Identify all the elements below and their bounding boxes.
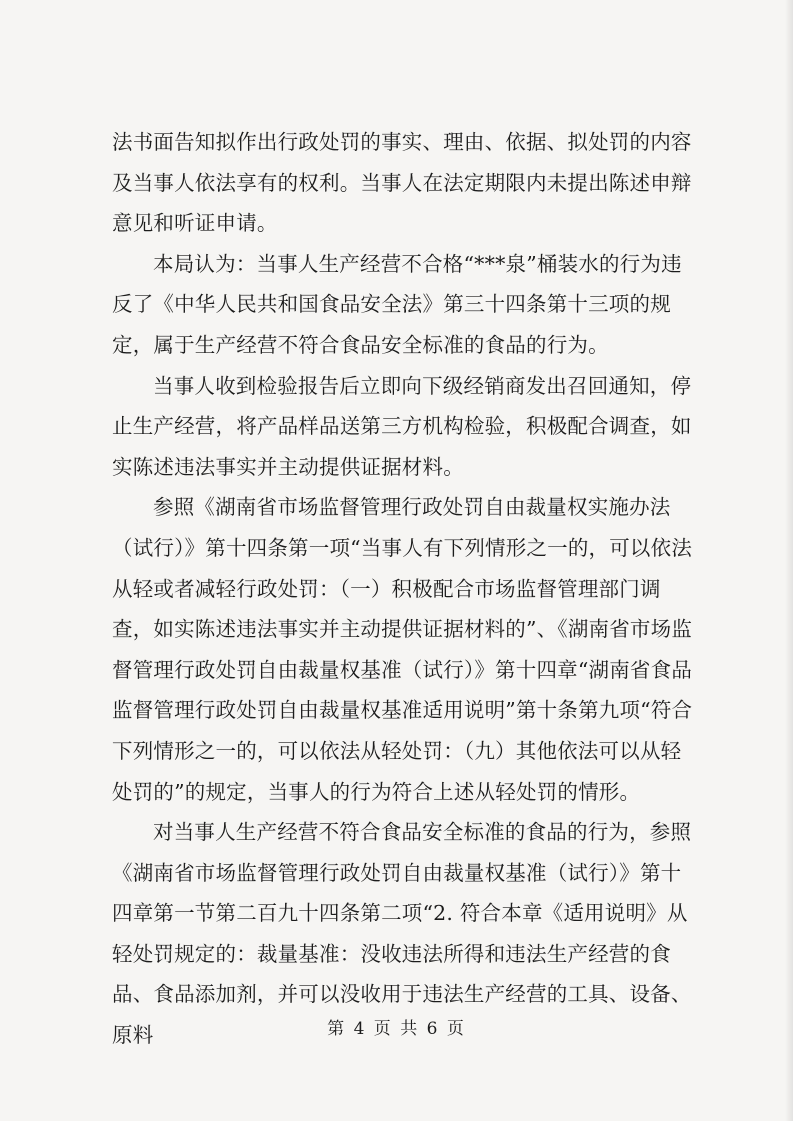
paragraph-finding: 本局认为：当事人生产经营不合格“***泉”桶装水的行为违反了《中华人民共和国食品安全法》第三十四条第十三项的规定，属于生产经营不符合食品安全标准的食品的行为。 — [112, 251, 682, 357]
paragraph-notice: 法书面告知拟作出行政处罚的事实、理由、依据、拟处罚的内容及当事人依法享有的权利。当事人在法定期限内未提出陈述申辩意见和听证申请。 — [112, 130, 692, 236]
paragraph-cooperation: 当事人收到检验报告后立即向下级经销商发出召回通知，停止生产经营，将产品样品送第三方机构检验，积极配合调查，如实陈述违法事实并主动提供证据材料。 — [112, 373, 692, 479]
paragraph-penalty-basis: 对当事人生产经营不符合食品安全标准的食品的行为，参照《湖南省市场监督管理行政处罚自由裁量权基准（试行）》第十四章第一节第二百九十四条第二项“2. 符合本章《适用说明》从轻处罚规定的：裁量基准：没收违法所得和违法生产经营的食品、食品添加剂，并可以没收用于违法生产经营的工具、设备、原料 — [112, 820, 692, 1048]
page-number-footer: 第 4 页 共 6 页 — [327, 1019, 466, 1039]
paragraph-legal-basis: 参照《湖南省市场监督管理行政处罚自由裁量权实施办法（试行）》第十四条第一项“当事人有下列情形之一的，可以依法从轻或者减轻行政处罚：（一）积极配合市场监督管理部门调查，如实陈述违法事实并主动提供证据材料的”、《湖南省市场监督管理行政处罚自由裁量权基准（试行）》第十四章“湖南省食品监督管理行政处罚自由裁量权基准适用说明”第十条第九项“符合下列情形之一的，可以依法从轻处罚：（九）其他依法可以从轻处罚的”的规定，当事人的行为符合上述从轻处罚的情形。 — [112, 495, 693, 804]
scan-edge-shadow — [785, 0, 793, 1121]
document-body — [112, 122, 697, 1056]
